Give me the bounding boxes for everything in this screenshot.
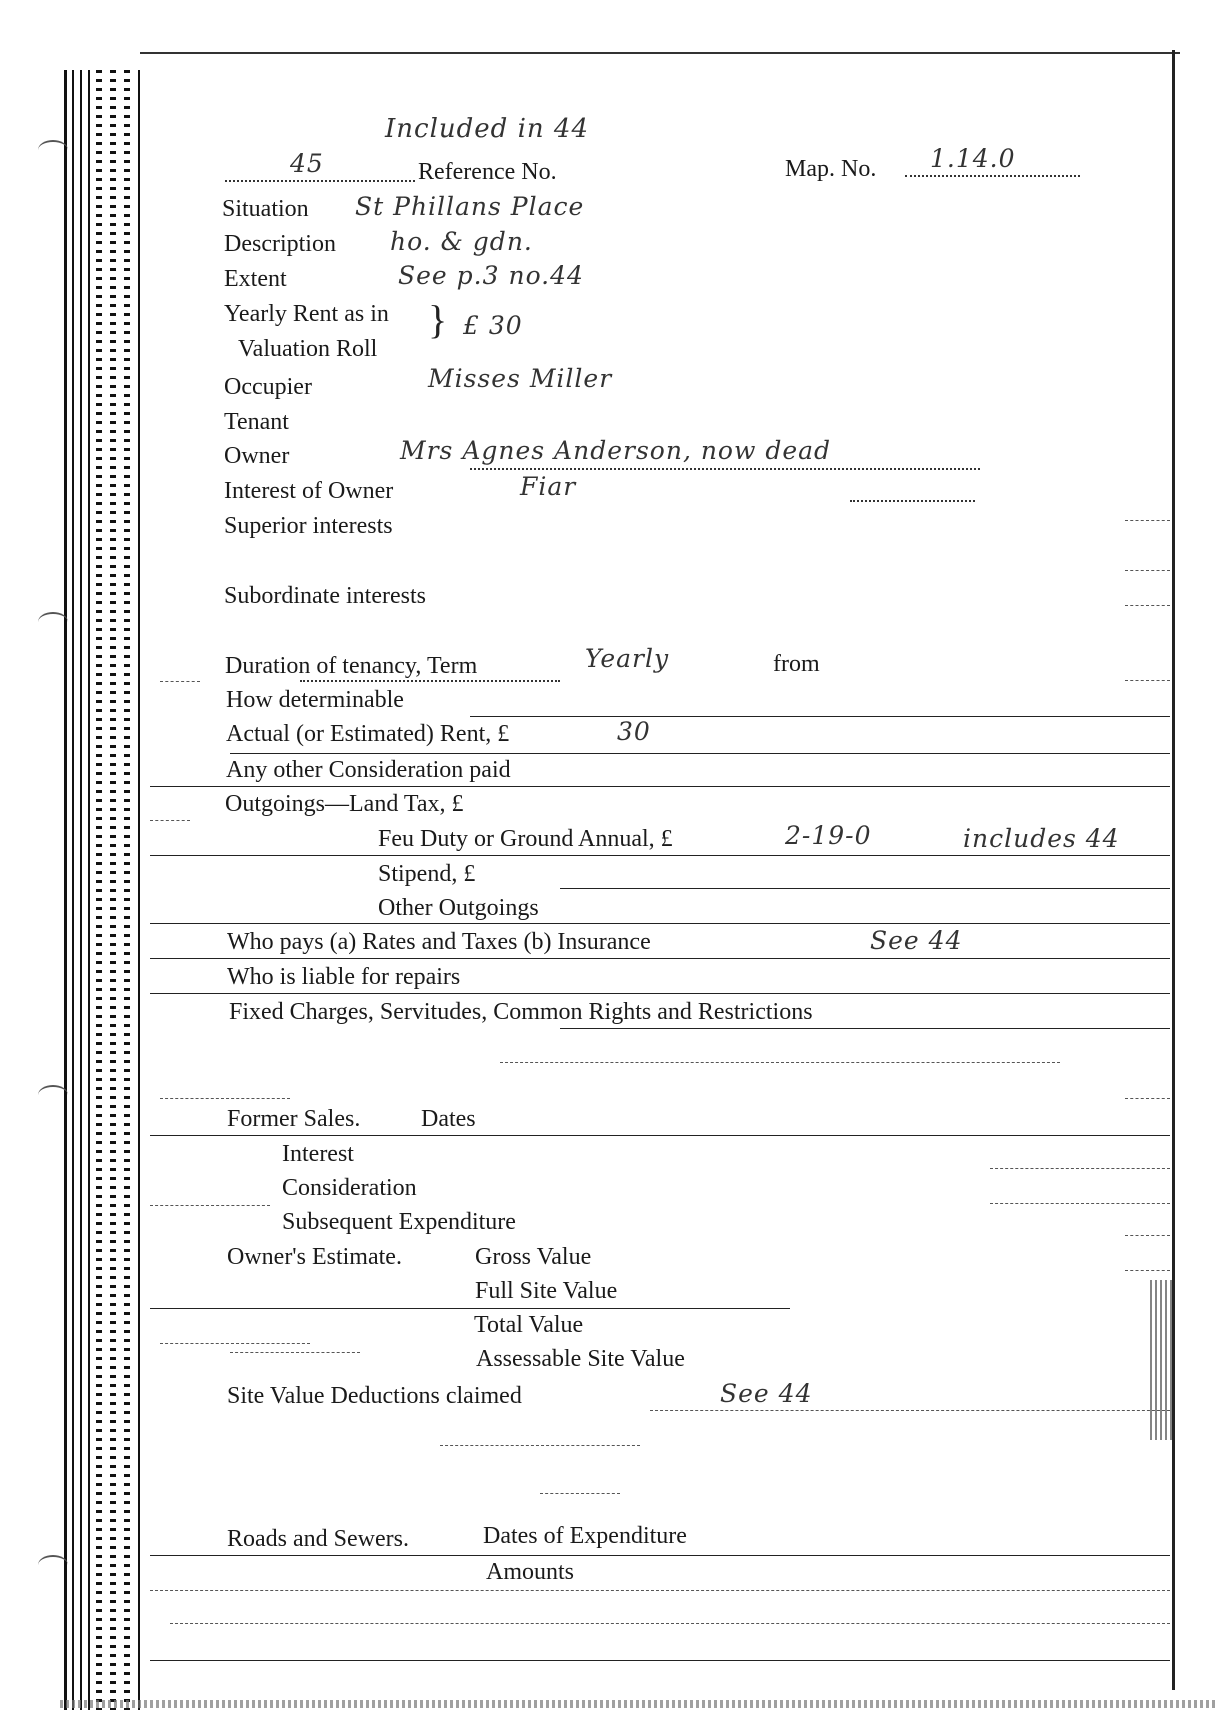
margin-dash: [160, 681, 200, 682]
description-label: Description: [224, 231, 336, 257]
total-value-label: Total Value: [474, 1312, 584, 1338]
consideration-rule: [150, 786, 1170, 787]
assessable-site-value-label: Assessable Site Value: [476, 1346, 685, 1372]
actual-rent-rule: [230, 753, 1170, 754]
feu-duty-rule: [150, 855, 1170, 856]
page-bottom-edge: [60, 1700, 1217, 1708]
extent-value: See p.3 no.44: [398, 261, 584, 290]
site-value-deductions-label: Site Value Deductions claimed: [227, 1383, 522, 1409]
fixed-charges-rule: [560, 1028, 1170, 1029]
yearly-rent-label: Yearly Rent as in: [224, 301, 389, 327]
actual-rent-label: Actual (or Estimated) Rent, £: [226, 721, 510, 747]
margin-dash: [150, 820, 190, 821]
roads-rule: [150, 1555, 1170, 1556]
occupier-label: Occupier: [224, 374, 312, 400]
former-sales-rule: [150, 1135, 1170, 1136]
stipend-rule: [560, 888, 1170, 889]
margin-dash: [230, 1352, 360, 1353]
map-label: Map. No.: [785, 156, 877, 182]
duration-from: from: [773, 651, 820, 677]
consideration-dash: [990, 1203, 1170, 1204]
amounts-label: Amounts: [486, 1559, 575, 1585]
occupier-value: Misses Miller: [428, 364, 613, 393]
map-rule: [905, 175, 1080, 177]
yearly-rent-value: £ 30: [463, 311, 523, 340]
fixed-charges-label: Fixed Charges, Servitudes, Common Rights and Restrictions: [229, 999, 813, 1025]
margin-dash: [1125, 520, 1170, 521]
repairs-label: Who is liable for repairs: [227, 964, 461, 990]
reference-label: Reference No.: [418, 159, 557, 185]
actual-rent-value: 30: [617, 717, 651, 746]
page-top-edge: [140, 52, 1180, 54]
how-determinable-label: How determinable: [226, 687, 404, 713]
dates-expenditure-label: Dates of Expenditure: [483, 1523, 687, 1549]
margin-dash: [150, 1205, 270, 1206]
margin-dash: [1125, 1098, 1170, 1099]
owner-label: Owner: [224, 443, 290, 469]
margin-dash: [1125, 1235, 1170, 1236]
who-pays-rule: [150, 958, 1170, 959]
full-site-rule: [150, 1308, 790, 1309]
punch-hole: [38, 612, 68, 632]
punch-hole: [38, 1085, 68, 1105]
who-pays-value: See 44: [870, 926, 963, 955]
margin-dash: [1125, 680, 1170, 681]
interest-label: Interest: [282, 1141, 354, 1167]
blank-dash-line: [540, 1493, 620, 1494]
page-binding: [60, 70, 150, 1710]
deductions-dash: [650, 1410, 1170, 1411]
determinable-rule: [470, 716, 1170, 717]
extent-label: Extent: [224, 266, 287, 292]
map-value: 1.14.0: [930, 144, 1016, 173]
gross-value-label: Gross Value: [475, 1244, 592, 1270]
owner-value: Mrs Agnes Anderson, now dead: [400, 436, 832, 465]
land-tax-label: Outgoings—Land Tax, £: [225, 791, 464, 817]
owner-rule: [470, 468, 980, 470]
page-right-edge: [1172, 50, 1175, 1690]
interest-dash: [990, 1168, 1170, 1169]
valuation-roll-label: Valuation Roll: [238, 336, 378, 362]
blank-dash-line: [440, 1445, 640, 1446]
outgoings-rule: [150, 923, 1170, 924]
margin-dash: [1125, 1270, 1170, 1271]
reference-rule: [225, 180, 415, 182]
other-consideration-label: Any other Consideration paid: [226, 757, 511, 783]
other-outgoings-label: Other Outgoings: [378, 895, 539, 921]
feu-duty-note: includes 44: [963, 824, 1120, 853]
interest-owner-label: Interest of Owner: [224, 478, 394, 504]
brace-symbol: }: [428, 297, 448, 342]
description-value: ho. & gdn.: [390, 227, 533, 256]
blank-dash-line: [500, 1062, 1060, 1063]
duration-rule: [300, 680, 560, 682]
blank-dash-line: [170, 1623, 1170, 1624]
amounts-dash: [150, 1590, 1170, 1591]
stipend-label: Stipend, £: [378, 861, 476, 887]
punch-hole: [38, 1555, 68, 1575]
situation-value: St Phillans Place: [355, 192, 585, 221]
superior-interests-label: Superior interests: [224, 513, 393, 539]
who-pays-label: Who pays (a) Rates and Taxes (b) Insurance: [227, 929, 651, 955]
reference-value: 45: [290, 149, 324, 178]
full-site-value-label: Full Site Value: [475, 1278, 618, 1304]
interest-owner-value: Fiar: [520, 472, 577, 501]
margin-dash: [160, 1098, 290, 1099]
owners-estimate-label: Owner's Estimate.: [227, 1244, 402, 1270]
dates-label: Dates: [421, 1106, 476, 1132]
roads-sewers-label: Roads and Sewers.: [227, 1526, 409, 1552]
feu-duty-label: Feu Duty or Ground Annual, £: [378, 826, 673, 852]
consideration-label: Consideration: [282, 1175, 417, 1201]
margin-dash: [1125, 605, 1170, 606]
page-right-smudge: [1150, 1280, 1172, 1440]
margin-dash: [160, 1343, 310, 1344]
subsequent-expenditure-label: Subsequent Expenditure: [282, 1209, 516, 1235]
former-sales-label: Former Sales.: [227, 1106, 361, 1132]
duration-label: Duration of tenancy, Term: [225, 653, 478, 679]
feu-duty-value: 2-19-0: [785, 821, 872, 850]
included-note: Included in 44: [385, 114, 589, 144]
situation-label: Situation: [222, 196, 309, 222]
bottom-rule: [150, 1660, 1170, 1661]
margin-dash: [1125, 570, 1170, 571]
punch-hole: [38, 140, 68, 160]
interest-owner-rule: [850, 500, 975, 502]
site-value-deductions-value: See 44: [720, 1379, 813, 1408]
repairs-rule: [150, 993, 1170, 994]
duration-value: Yearly: [585, 644, 670, 673]
subordinate-interests-label: Subordinate interests: [224, 583, 426, 609]
tenant-label: Tenant: [224, 409, 289, 435]
